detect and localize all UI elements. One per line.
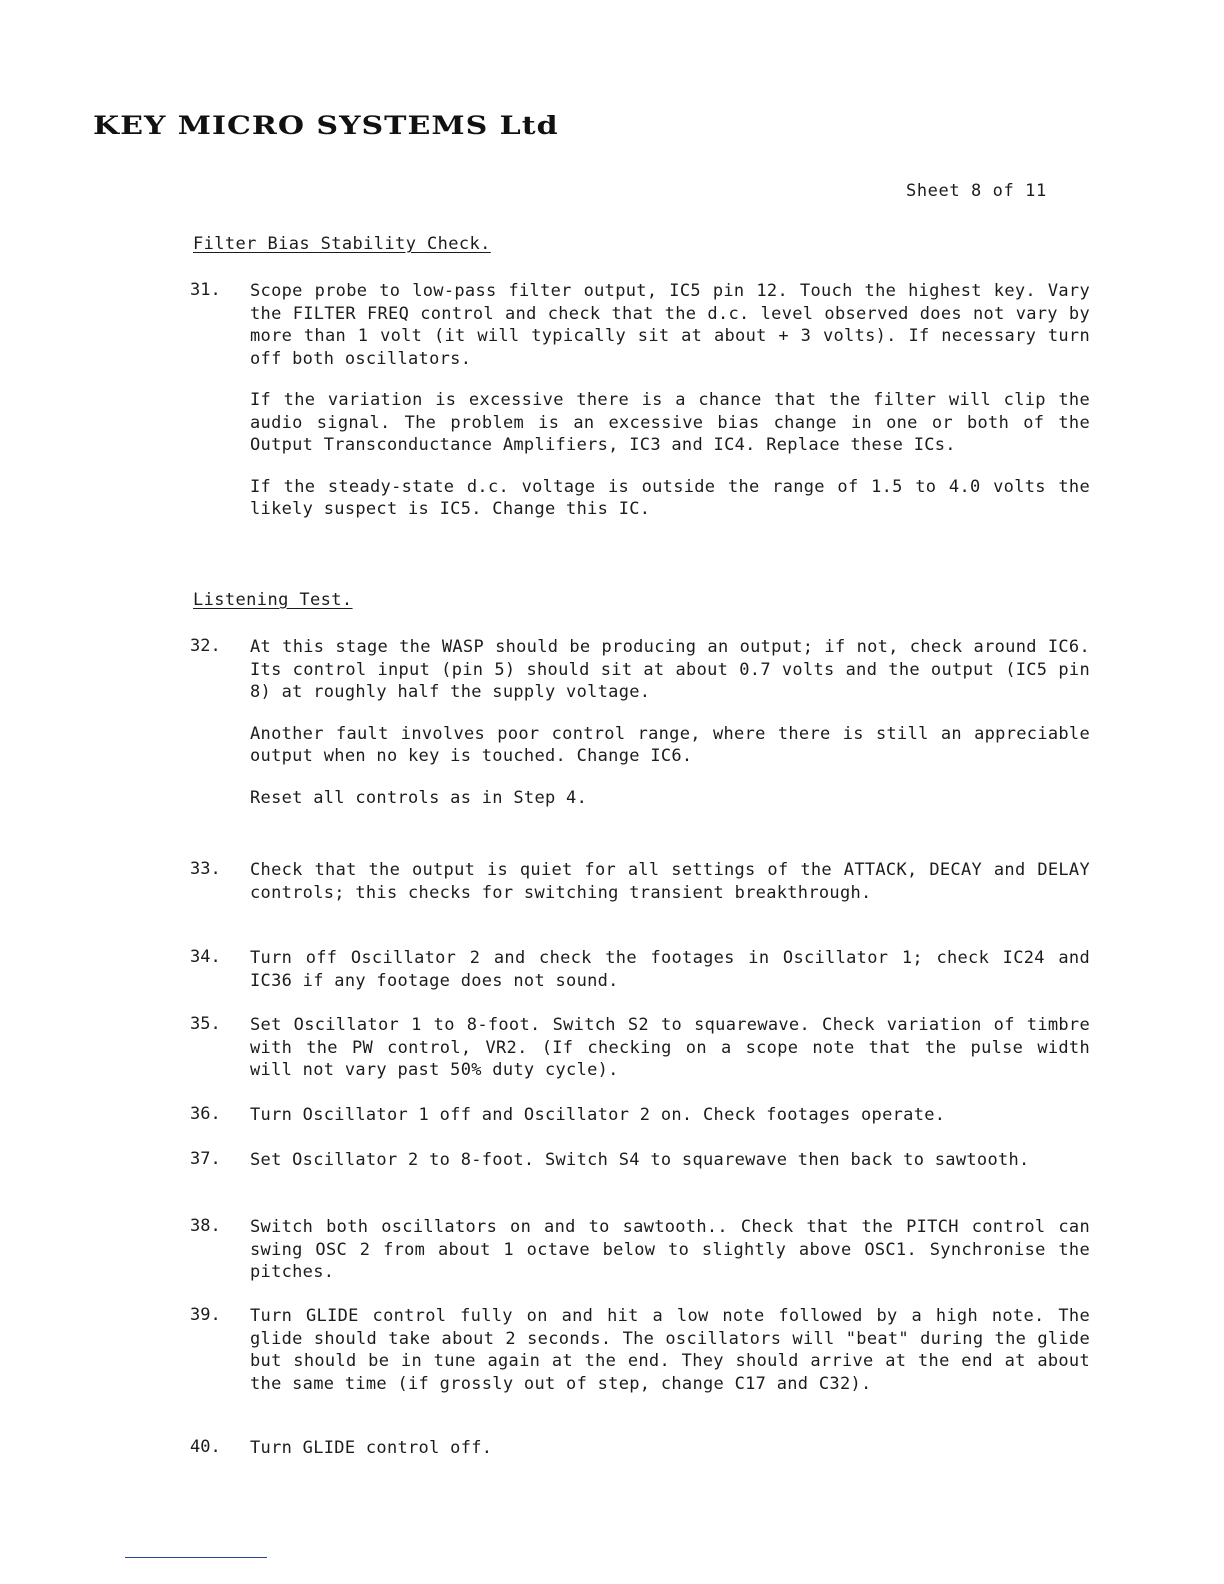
step-paragraph: Switch both oscillators on and to sawtooth.. Check that the PITCH control can swing OSC 2 from about 1 octave below to slightly above OSC1. Synchronise the pitches. <box>250 1217 1090 1282</box>
step-paragraph: Turn GLIDE control off. <box>250 1438 493 1458</box>
step-paragraph: At this stage the WASP should be producing an output; if not, check around IC6. Its control input (pin 5) should sit at about 0.7 volts and the output (IC5 pin 8) at roughly half the supply voltage. <box>250 637 1090 702</box>
step-35 <box>190 1014 1090 1099</box>
step-33 <box>190 859 1090 921</box>
section-heading-listening-test: Listening Test. <box>193 590 353 610</box>
step-paragraph: Turn GLIDE control fully on and hit a low note followed by a high note. The glide should take about 2 seconds. The oscillators will "beat" during the glide but should be in tune again at the end. They should arrive at the end at about the same time (if grossly out of step, change C17 and C32). <box>250 1306 1090 1394</box>
step-paragraph: Reset all controls as in Step 4. <box>250 787 588 808</box>
step-paragraph: Turn off Oscillator 2 and check the footages in Oscillator 1; check IC24 and IC36 if any footage does not sound. <box>250 948 1090 991</box>
section-heading-filter-bias: Filter Bias Stability Check. <box>193 234 491 254</box>
step-36 <box>190 1104 1090 1144</box>
step-number: 32. <box>190 636 221 656</box>
step-number: 35. <box>190 1014 221 1034</box>
step-39 <box>190 1305 1090 1412</box>
footer-rule <box>125 1557 267 1558</box>
step-number: 31. <box>190 280 221 300</box>
step-paragraph: Set Oscillator 2 to 8-foot. Switch S4 to squarewave then back to sawtooth. <box>250 1150 1030 1170</box>
step-paragraph: Check that the output is quiet for all settings of the ATTACK, DECAY and DELAY controls; this checks for switching transient breakthrough. <box>250 860 1090 903</box>
step-paragraph: Scope probe to low-pass filter output, IC5 pin 12. Touch the highest key. Vary the FILTER FREQ control and check that the d.c. level observed does not vary by more than 1 volt (it will typically sit at about + 3 volts). If necessary turn off both oscillators. <box>250 281 1090 369</box>
step-number: 40. <box>190 1437 221 1457</box>
step-40 <box>190 1437 1090 1477</box>
step-number: 36. <box>190 1104 221 1124</box>
step-paragraph: Another fault involves poor control range, where there is still an appreciable output when no key is touched. Change IC6. <box>250 723 1090 766</box>
step-number: 34. <box>190 947 221 967</box>
step-32 <box>190 636 1090 826</box>
company-logo: KEY MICRO SYSTEMS Ltd <box>93 111 559 141</box>
step-38 <box>190 1216 1090 1301</box>
step-paragraph: Turn Oscillator 1 off and Oscillator 2 on. Check footages operate. <box>250 1105 946 1125</box>
step-31 <box>190 280 1090 538</box>
step-paragraph: If the steady-state d.c. voltage is outside the range of 1.5 to 4.0 volts the likely suspect is IC5. Change this IC. <box>250 476 1090 519</box>
step-number: 33. <box>190 859 221 879</box>
step-paragraph: Set Oscillator 1 to 8-foot. Switch S2 to squarewave. Check variation of timbre with the PW control, VR2. (If checking on a scope note that the pulse width will not vary past 50% duty cycle). <box>250 1015 1090 1080</box>
step-34 <box>190 947 1090 1009</box>
step-number: 37. <box>190 1149 221 1169</box>
step-number: 39. <box>190 1305 221 1325</box>
step-37 <box>190 1149 1090 1189</box>
step-paragraph: If the variation is excessive there is a chance that the filter will clip the audio signal. The problem is an excessive bias change in one or both of the Output Transconductance Amplifiers, IC3 and IC4. Replace these ICs. <box>250 390 1090 455</box>
step-number: 38. <box>190 1216 221 1236</box>
sheet-number: Sheet 8 of 11 <box>906 181 1047 201</box>
